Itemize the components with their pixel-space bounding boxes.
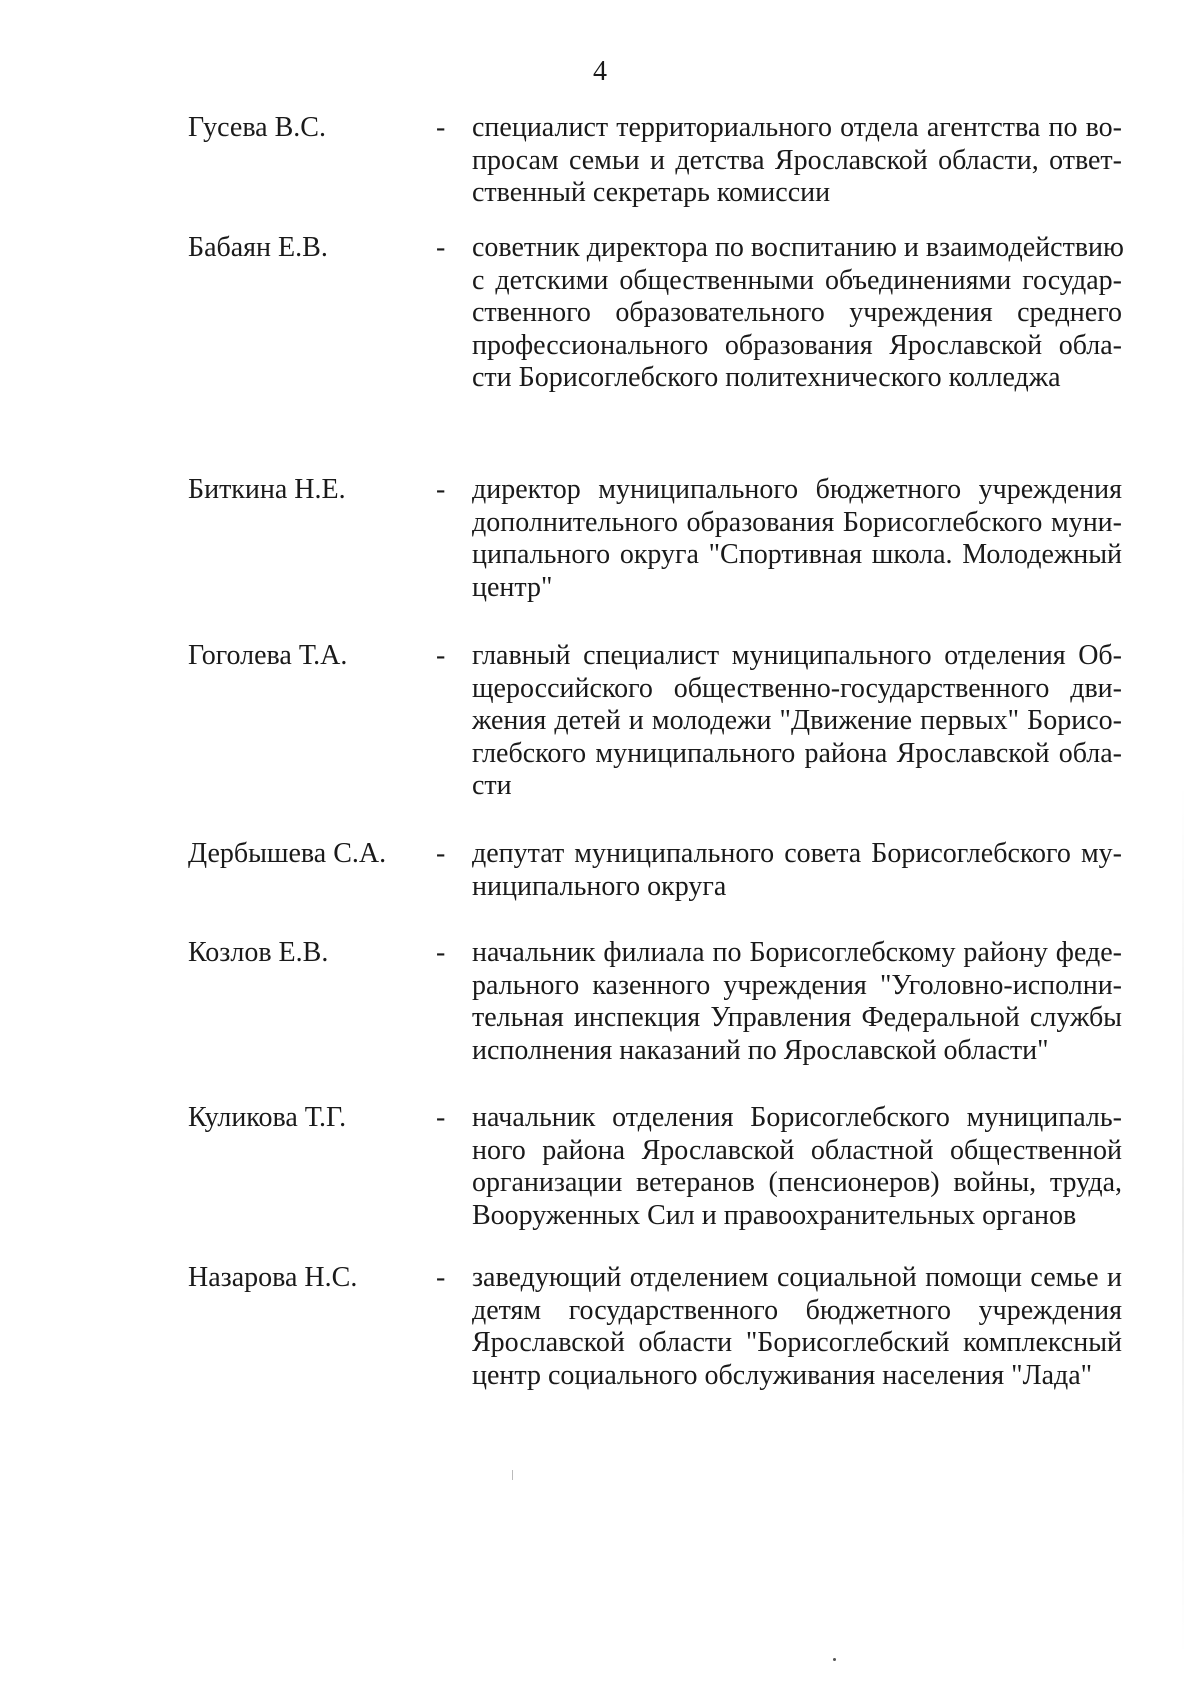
role-line: глебского муниципального района Ярославской обла- [472,737,1122,769]
role-line: Вооруженных Сил и правоохранительных органов [472,1199,1077,1231]
member-name: Куликова Т.Г. [188,1102,347,1133]
role-line: директор муниципального бюджетного учреждения [472,474,1122,505]
role-line: щероссийского общественно-государственного дви- [472,672,1122,704]
role-line: тельная инспекция Управления Федеральной службы [472,1002,1122,1033]
role-line: начальник отделения Борисоглебского муниципаль- [472,1102,1122,1133]
member-dash: - [436,1102,446,1133]
role-line: рального казенного учреждения "Уголовно-исполни- [472,969,1122,1001]
scan-speck [833,1658,836,1661]
member-name: Бабаян Е.В. [188,232,328,263]
role-line: сти [472,770,512,801]
member-name: Козлов Е.В. [188,937,329,968]
member-role [472,474,1122,604]
member-role [472,1262,1122,1392]
member-dash: - [436,838,446,869]
member-role [472,937,1122,1067]
role-line: детям государственного бюджетного учреждения [472,1294,1122,1326]
member-dash: - [436,474,446,505]
role-line: начальник филиала по Борисоглебскому району феде- [472,937,1122,968]
scan-speck [512,1470,513,1480]
member-dash: - [436,232,446,263]
scan-edge-shadow [1182,780,1184,1660]
role-line: профессионального образования Ярославской обла- [472,329,1122,361]
role-line: ного района Ярославской областной общественной [472,1134,1122,1166]
role-line: депутат муниципального совета Борисоглебского му- [472,838,1122,869]
member-dash: - [436,640,446,671]
role-line: жения детей и молодежи "Движение первых" Борисо- [472,705,1122,736]
member-role [472,232,1122,395]
role-line: с детскими общественными объединениями государ- [472,264,1122,296]
role-line: Ярославской области "Борисоглебский комплексный [472,1327,1122,1358]
role-line: специалист территориального отдела агентства по во- [472,112,1122,143]
role-line: исполнения наказаний по Ярославской области" [472,1034,1049,1066]
member-name: Гусева В.С. [188,112,326,143]
member-name: Биткина Н.Е. [188,474,346,505]
member-role [472,1102,1122,1232]
role-line: ственный секретарь комиссии [472,177,831,208]
member-dash: - [436,112,446,143]
role-line: центр социального обслуживания населения "Лада" [472,1359,1093,1391]
member-dash: - [436,937,446,968]
member-name: Гоголева Т.А. [188,640,348,671]
member-role [472,640,1122,803]
role-line: дополнительного образования Борисоглебского муни- [472,506,1122,538]
page-number: 4 [593,56,607,87]
member-role [472,112,1122,210]
role-line: сти Борисоглебского политехнического колледжа [472,362,1061,393]
role-line: просам семьи и детства Ярославской области, ответ- [472,144,1122,176]
role-line: центр" [472,571,553,603]
role-line: заведующий отделением социальной помощи семье и [472,1262,1122,1293]
role-line: ственного образовательного учреждения среднего [472,297,1122,328]
role-line: ниципального округа [472,870,727,902]
role-line: советник директора по воспитанию и взаимодействию [472,232,1124,263]
role-line: организации ветеранов (пенсионеров) войны, труда, [472,1167,1122,1198]
role-line: главный специалист муниципального отделения Об- [472,640,1122,671]
member-name: Назарова Н.С. [188,1262,358,1293]
member-role [472,838,1122,903]
member-name: Дербышева С.А. [188,838,387,869]
member-dash: - [436,1262,446,1293]
role-line: ципального округа "Спортивная школа. Молодежный [472,539,1122,570]
